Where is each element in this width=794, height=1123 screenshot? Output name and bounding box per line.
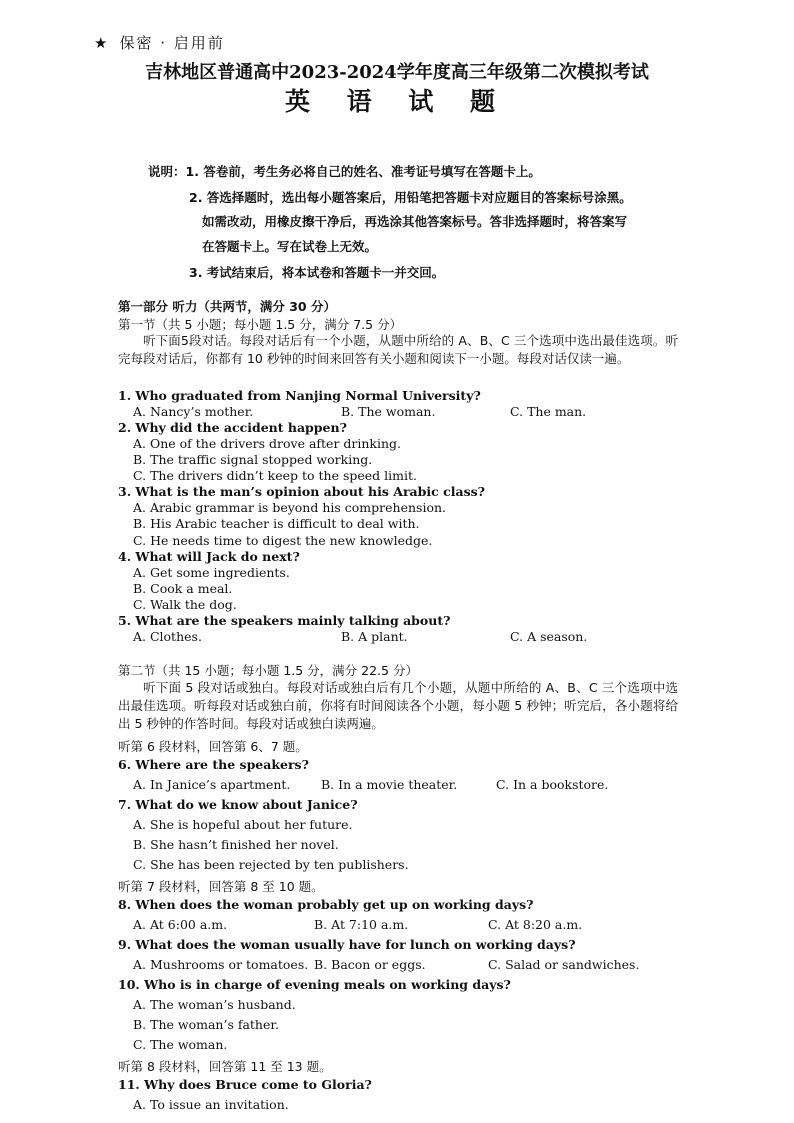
question-4-option-b: B. Cook a meal.	[133, 581, 233, 596]
exam-title: 吉林地区普通高中2023-2024学年度高三年级第二次模拟考试	[145, 62, 649, 83]
question-9-stem: 9. What does the woman usually have for lunch on working days?	[118, 937, 576, 952]
question-3-option-b: B. His Arabic teacher is difficult to deal with.	[133, 516, 420, 531]
confidential-mark	[94, 32, 225, 53]
material-6-heading: 听第 6 段材料，回答第 6、7 题。	[118, 739, 308, 754]
question-8-option-a: A. At 6:00 a.m.	[133, 917, 228, 932]
section1-directions: 听下面5段对话。每段对话后有一个小题，从题中所给的 A、B、C 三个选项中选出最佳选项。听完每段对话后，你都有 10 秒钟的时间来回答有关小题和阅读下一小题。每段对话仅读一遍。	[118, 333, 678, 366]
question-7-option-a: A. She is hopeful about her future.	[133, 817, 353, 832]
question-9-option-c: C. Salad or sandwiches.	[488, 957, 640, 972]
question-1-option-c: C. The man.	[510, 404, 587, 419]
instruction-item-2-line2: 如需改动，用橡皮擦干净后，再选涂其他答案标号。答非选择题时，将答案写	[202, 214, 628, 229]
question-3-option-c: C. He needs time to digest the new knowledge.	[133, 533, 433, 548]
question-3-stem: 3. What is the man’s opinion about his Arabic class?	[118, 484, 485, 499]
question-6-option-c: C. In a bookstore.	[496, 777, 609, 792]
instruction-label: 说明：	[148, 164, 186, 179]
instruction-item-2-line1: 2. 答选择题时，选出每小题答案后，用铅笔把答题卡对应题目的答案标号涂黑。	[189, 190, 632, 205]
material-8-heading: 听第 8 段材料，回答第 11 至 13 题。	[118, 1059, 332, 1074]
question-9-option-b: B. Bacon or eggs.	[314, 957, 426, 972]
material-7-heading: 听第 7 段材料，回答第 8 至 10 题。	[118, 879, 324, 894]
question-7-option-c: C. She has been rejected by ten publishers.	[133, 857, 409, 872]
instruction-item-1: 说明：1. 答卷前，考生务必将自己的姓名、准考证号填写在答题卡上。	[148, 164, 541, 179]
question-10-stem: 10. Who is in charge of evening meals on working days?	[118, 977, 511, 992]
section1-heading: 第一节（共 5 小题；每小题 1.5 分，满分 7.5 分）	[118, 317, 403, 332]
question-4-stem: 4. What will Jack do next?	[118, 549, 300, 564]
question-2-option-c: C. The drivers didn’t keep to the speed limit.	[133, 468, 417, 483]
section2-heading: 第二节（共 15 小题；每小题 1.5 分，满分 22.5 分）	[118, 663, 418, 678]
part1-heading: 第一部分 听力（共两节，满分 30 分）	[118, 299, 336, 314]
question-2-stem: 2. Why did the accident happen?	[118, 420, 347, 435]
question-1-option-b: B. The woman.	[341, 404, 436, 419]
question-1-stem: 1. Who graduated from Nanjing Normal University?	[118, 388, 481, 403]
question-11-stem: 11. Why does Bruce come to Gloria?	[118, 1077, 372, 1092]
question-2-option-b: B. The traffic signal stopped working.	[133, 452, 373, 467]
question-8-option-b: B. At 7:10 a.m.	[314, 917, 409, 932]
question-4-option-c: C. Walk the dog.	[133, 597, 237, 612]
question-10-option-a: A. The woman’s husband.	[133, 997, 296, 1012]
star-icon: ★	[94, 34, 110, 52]
question-4-option-a: A. Get some ingredients.	[133, 565, 290, 580]
exam-subject: 英 语 试 题	[284, 87, 510, 116]
question-10-option-b: B. The woman’s father.	[133, 1017, 279, 1032]
question-8-option-c: C. At 8:20 a.m.	[488, 917, 583, 932]
question-5-option-c: C. A season.	[510, 629, 588, 644]
instruction-item-3: 3. 考试结束后，将本试卷和答题卡一并交回。	[189, 265, 445, 280]
question-10-option-c: C. The woman.	[133, 1037, 228, 1052]
question-7-option-b: B. She hasn’t finished her novel.	[133, 837, 339, 852]
question-5-option-b: B. A plant.	[341, 629, 408, 644]
question-3-option-a: A. Arabic grammar is beyond his comprehension.	[133, 500, 446, 515]
question-2-option-a: A. One of the drivers drove after drinking.	[133, 436, 402, 451]
question-7-stem: 7. What do we know about Janice?	[118, 797, 358, 812]
question-5-option-a: A. Clothes.	[133, 629, 202, 644]
question-11-option-a: A. To issue an invitation.	[133, 1097, 289, 1112]
question-1-option-a: A. Nancy’s mother.	[133, 404, 254, 419]
section2-directions: 听下面 5 段对话或独白。每段对话或独白后有几个小题，从题中所给的 A、B、C 三个选项中选出最佳选项。听每段对话或独白前，你将有时间阅读各个小题，每小题 5 秒钟；听完后，各小题将给出 5 秒钟的作答时间。每段对话或独白读两遍。	[118, 680, 678, 731]
question-6-option-b: B. In a movie theater.	[321, 777, 458, 792]
question-5-stem: 5. What are the speakers mainly talking about?	[118, 613, 451, 628]
instruction-item-2-line3: 在答题卡上。写在试卷上无效。	[202, 239, 378, 254]
confidential-text: 保密 · 启用前	[119, 34, 225, 52]
question-8-stem: 8. When does the woman probably get up on working days?	[118, 897, 534, 912]
question-6-option-a: A. In Janice’s apartment.	[133, 777, 291, 792]
question-6-stem: 6. Where are the speakers?	[118, 757, 309, 772]
question-9-option-a: A. Mushrooms or tomatoes.	[133, 957, 309, 972]
